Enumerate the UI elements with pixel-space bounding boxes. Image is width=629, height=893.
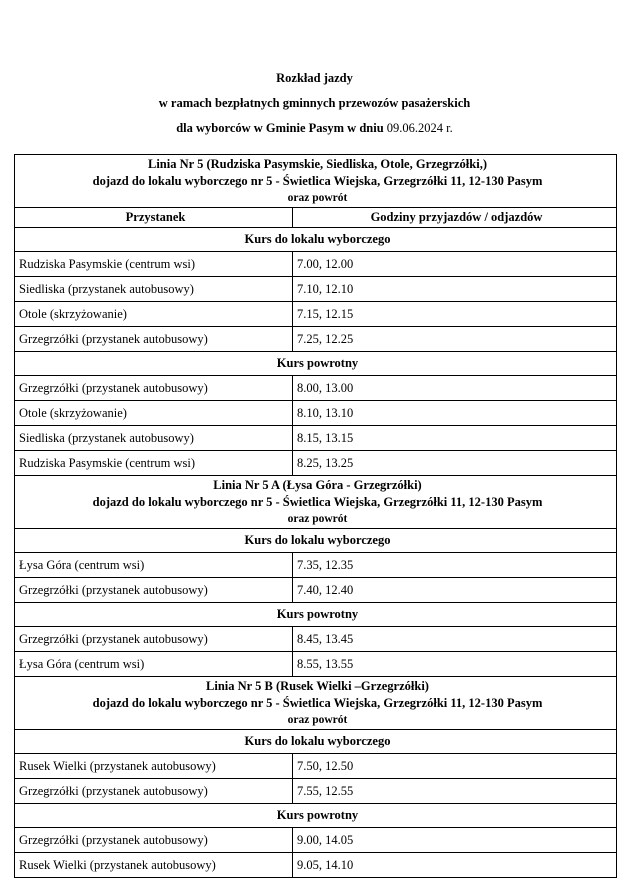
line-return-note: oraz powrót xyxy=(287,713,348,726)
stop-name: Grzegrzółki (przystanek autobusowy) xyxy=(15,578,293,603)
stop-times: 7.35, 12.35 xyxy=(293,553,617,578)
stop-times: 9.05, 14.10 xyxy=(293,853,617,878)
table-row xyxy=(15,401,617,426)
section-outbound: Kurs do lokalu wyborczego xyxy=(15,228,617,252)
table-row xyxy=(15,327,617,352)
table-row xyxy=(15,779,617,804)
stop-times: 8.10, 13.10 xyxy=(293,401,617,426)
stop-name: Grzegrzółki (przystanek autobusowy) xyxy=(15,327,293,352)
line-return-note: oraz powrót xyxy=(287,191,348,204)
table-row xyxy=(15,451,617,476)
stop-name: Otole (skrzyżowanie) xyxy=(15,302,293,327)
table-row xyxy=(15,553,617,578)
stop-name: Grzegrzółki (przystanek autobusowy) xyxy=(15,828,293,853)
section-outbound: Kurs do lokalu wyborczego xyxy=(15,529,617,553)
stop-name: Grzegrzółki (przystanek autobusowy) xyxy=(15,376,293,401)
section-return: Kurs powrotny xyxy=(15,603,617,627)
column-header-times: Godziny przyjazdów / odjazdów xyxy=(293,208,617,228)
stop-name: Grzegrzółki (przystanek autobusowy) xyxy=(15,627,293,652)
column-header-row xyxy=(15,208,617,228)
section-row xyxy=(15,804,617,828)
line-title: Linia Nr 5 A (Łysa Góra - Grzegrzółki) xyxy=(213,477,422,492)
stop-times: 7.00, 12.00 xyxy=(293,252,617,277)
document-header xyxy=(0,66,629,141)
line-header-row xyxy=(15,677,617,730)
stop-times: 8.15, 13.15 xyxy=(293,426,617,451)
section-row xyxy=(15,603,617,627)
line-destination: dojazd do lokalu wyborczego nr 5 - Świetlica Wiejska, Grzegrzółki 11, 12-130 Pasym xyxy=(92,494,543,509)
stop-times: 8.25, 13.25 xyxy=(293,451,617,476)
table-row xyxy=(15,426,617,451)
stop-name: Łysa Góra (centrum wsi) xyxy=(15,652,293,677)
stop-times: 8.55, 13.55 xyxy=(293,652,617,677)
line-title: Linia Nr 5 B (Rusek Wielki –Grzegrzółki) xyxy=(206,678,429,693)
line-return-note: oraz powrót xyxy=(287,512,348,525)
section-row xyxy=(15,228,617,252)
stop-name: Grzegrzółki (przystanek autobusowy) xyxy=(15,779,293,804)
table-row xyxy=(15,652,617,677)
table-row xyxy=(15,277,617,302)
line-destination: dojazd do lokalu wyborczego nr 5 - Świetlica Wiejska, Grzegrzółki 11, 12-130 Pasym xyxy=(92,173,543,188)
document-date-line xyxy=(0,116,629,141)
table-row xyxy=(15,754,617,779)
table-row xyxy=(15,627,617,652)
date-line-text: dla wyborców w Gminie Pasym w dniu xyxy=(176,121,387,135)
election-date: 09.06.2024 r. xyxy=(386,121,453,135)
section-row xyxy=(15,352,617,376)
section-row xyxy=(15,529,617,553)
stop-times: 7.55, 12.55 xyxy=(293,779,617,804)
line-header xyxy=(15,677,617,730)
section-return: Kurs powrotny xyxy=(15,804,617,828)
stop-name: Siedliska (przystanek autobusowy) xyxy=(15,426,293,451)
schedule-body xyxy=(15,155,617,878)
line-header xyxy=(15,155,617,208)
stop-name: Rudziska Pasymskie (centrum wsi) xyxy=(15,252,293,277)
table-row xyxy=(15,252,617,277)
stop-times: 8.00, 13.00 xyxy=(293,376,617,401)
line-header-row xyxy=(15,476,617,529)
table-row xyxy=(15,853,617,878)
line-title: Linia Nr 5 (Rudziska Pasymskie, Siedliska, Otole, Grzegrzółki,) xyxy=(147,156,487,171)
stop-times: 7.25, 12.25 xyxy=(293,327,617,352)
stop-name: Rusek Wielki (przystanek autobusowy) xyxy=(15,754,293,779)
stop-times: 7.10, 12.10 xyxy=(293,277,617,302)
section-return: Kurs powrotny xyxy=(15,352,617,376)
line-destination: dojazd do lokalu wyborczego nr 5 - Świetlica Wiejska, Grzegrzółki 11, 12-130 Pasym xyxy=(92,695,543,710)
stop-times: 9.00, 14.05 xyxy=(293,828,617,853)
section-outbound: Kurs do lokalu wyborczego xyxy=(15,730,617,754)
stop-name: Rudziska Pasymskie (centrum wsi) xyxy=(15,451,293,476)
stop-name: Siedliska (przystanek autobusowy) xyxy=(15,277,293,302)
table-row xyxy=(15,302,617,327)
table-row xyxy=(15,376,617,401)
stop-times: 7.40, 12.40 xyxy=(293,578,617,603)
stop-name: Łysa Góra (centrum wsi) xyxy=(15,553,293,578)
stop-times: 7.50, 12.50 xyxy=(293,754,617,779)
line-header-row xyxy=(15,155,617,208)
table-row xyxy=(15,578,617,603)
line-header xyxy=(15,476,617,529)
stop-times: 8.45, 13.45 xyxy=(293,627,617,652)
section-row xyxy=(15,730,617,754)
stop-name: Otole (skrzyżowanie) xyxy=(15,401,293,426)
document-subtitle: w ramach bezpłatnych gminnych przewozów pasażerskich xyxy=(158,96,471,110)
stop-name: Rusek Wielki (przystanek autobusowy) xyxy=(15,853,293,878)
column-header-stop: Przystanek xyxy=(15,208,293,228)
schedule-table xyxy=(14,154,617,878)
table-row xyxy=(15,828,617,853)
stop-times: 7.15, 12.15 xyxy=(293,302,617,327)
document-title: Rozkład jazdy xyxy=(276,71,353,85)
